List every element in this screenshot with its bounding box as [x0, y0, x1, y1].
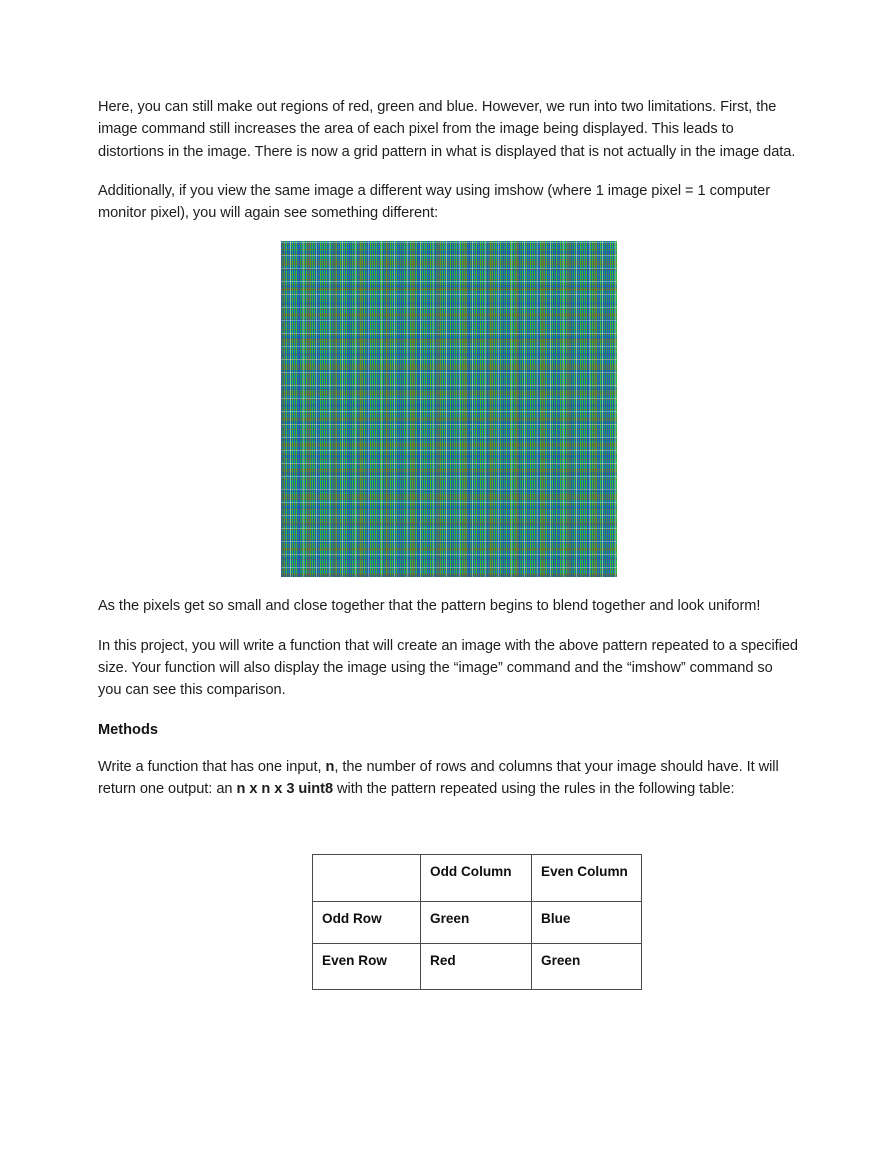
- paragraph-blend-uniform: As the pixels get so small and close together that the pattern begins to blend together and look uniform!: [98, 598, 761, 615]
- table-cell-even-row-odd-column: Red: [421, 944, 532, 990]
- rules-table-container: [98, 854, 798, 990]
- table-cell-odd-row-even-column: Blue: [532, 902, 642, 944]
- methods-text-part3: with the pattern repeated using the rules in the following table:: [333, 780, 735, 797]
- pattern-layer-moire-grid: [281, 241, 617, 577]
- methods-bold-n: n: [325, 758, 335, 775]
- table-row: [313, 902, 642, 944]
- table-header-odd-row: Odd Row: [313, 902, 421, 944]
- methods-bold-uint8: n x n x 3 uint8: [236, 780, 334, 797]
- methods-text-part2: , the number of rows and columns that your image should have. It will return one output: an: [98, 758, 779, 797]
- table-header-odd-column: Odd Column: [421, 855, 532, 902]
- table-cell-odd-row-odd-column: Green: [421, 902, 532, 944]
- paragraph-imshow-intro: Additionally, if you view the same image a different way using imshow (where 1 image pixel = 1 computer monitor pixel), you will again see something different:: [98, 182, 771, 222]
- table-cell-even-row-even-column: Green: [532, 944, 642, 990]
- imshow-pattern-image: [281, 241, 617, 577]
- paragraph-methods-instructions: [98, 756, 798, 801]
- pattern-rules-table: [312, 854, 642, 990]
- methods-text-part1: Write a function that has one input,: [98, 758, 326, 775]
- paragraph-project-description: In this project, you will write a function that will create an image with the above pattern repeated to a specified size. Your function will also display the image using the “image” command and the “imshow” command so you can see this comparison.: [98, 637, 799, 699]
- document-body: [98, 96, 798, 990]
- paragraph-limitations: Here, you can still make out regions of red, green and blue. However, we run into two limitations. First, the image command still increases the area of each pixel from the image being displayed. This leads to distortions in the image. There is now a grid pattern in what is displayed that is not actually in the image data.: [98, 99, 796, 160]
- figure-container: [98, 241, 798, 577]
- heading-methods: Methods: [98, 721, 158, 738]
- table-header-even-column: Even Column: [532, 855, 642, 902]
- table-cell-corner-blank: [313, 855, 421, 902]
- table-header-even-row: Even Row: [313, 944, 421, 990]
- table-row: [313, 855, 642, 902]
- table-row: [313, 944, 642, 990]
